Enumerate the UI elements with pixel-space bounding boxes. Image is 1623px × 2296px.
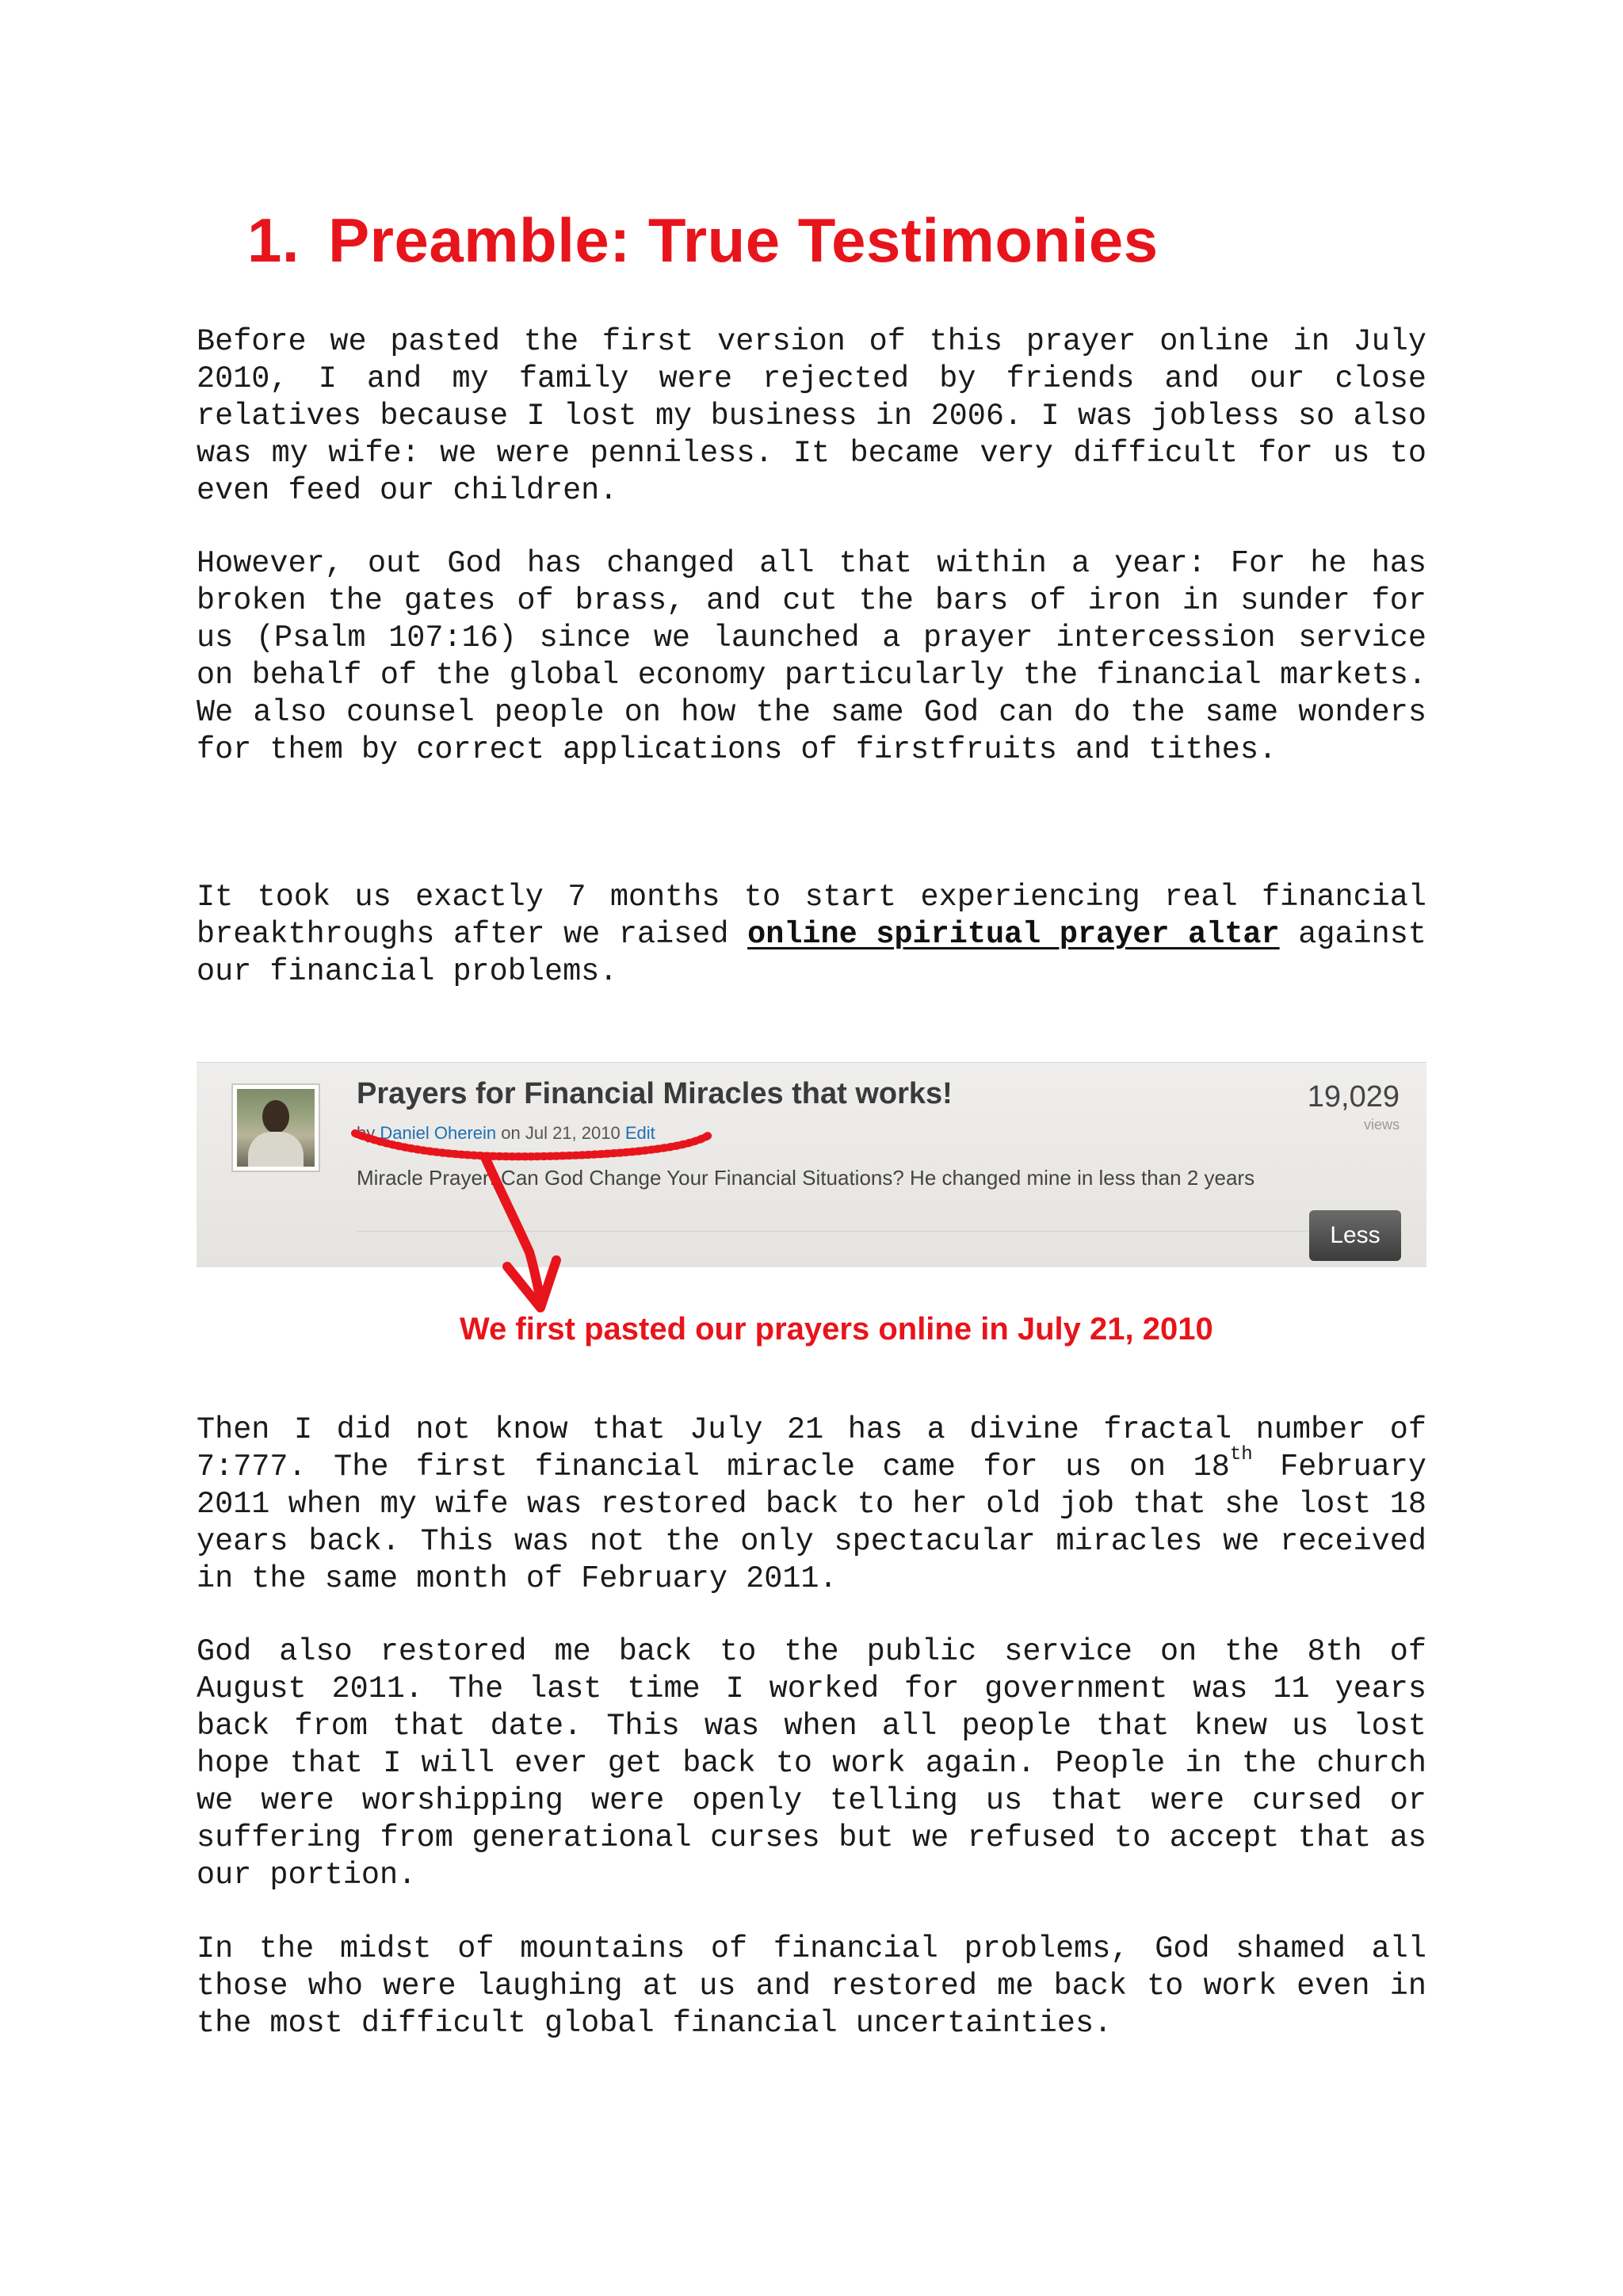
author-link[interactable]: Daniel Oherein <box>380 1123 497 1143</box>
annotation-caption: We first pasted our prayers online in July 21, 2010 <box>460 1312 1213 1347</box>
paragraph-2: However, out God has changed all that within a year: For he has broken the gates of brass, and cut the bars of iron in sunder for us (Psalm 107:16) since we launched a prayer intercession service on behalf of the global economy particularly the financial markets. We also counsel people on how the same God can do the same wonders for them by correct applications of firstfruits and tithes. <box>197 546 1426 767</box>
edit-link[interactable]: Edit <box>624 1123 655 1143</box>
less-button[interactable]: Less <box>1309 1210 1401 1261</box>
card-description: Miracle Prayer: Can God Change Your Financial Situations? He changed mine in less than 2 years <box>357 1166 1255 1190</box>
section-heading <box>247 204 1159 277</box>
meta-date: on Jul 21, 2010 <box>501 1123 621 1143</box>
paragraph-3-text-end: against our financial problems. <box>197 917 1426 989</box>
meta-by: by <box>357 1123 376 1143</box>
card-meta <box>357 1123 655 1144</box>
avatar-body <box>248 1132 304 1167</box>
paragraph-6: In the midst of mountains of financial problems, God shamed all those who were laughing at us and restored me back to work even in the most difficult global financial uncertainties. <box>197 1931 1426 2041</box>
embedded-screenshot-card <box>197 1062 1426 1267</box>
paragraph-4-text-start: Then I did not know that July 21 has a divine fractal number of 7:777. The first financial miracle came for us on 18 <box>197 1412 1426 1484</box>
heading-number: 1. <box>247 205 300 275</box>
paragraph-4-text-end: February 2011 when my wife was restored back to her old job that she lost 18 years back. This was not the only spectacular miracles we received in the same month of February 2011. <box>197 1450 1426 1596</box>
views-count: 19,029 <box>1307 1080 1400 1114</box>
author-photo <box>237 1089 315 1167</box>
paragraph-3-text-start: It took us exactly 7 months to start experiencing real financial breakthroughs after we raised <box>197 880 1426 952</box>
heading-title: Preamble: True Testimonies <box>328 205 1159 275</box>
paragraph-3 <box>197 879 1426 991</box>
card-title: Prayers for Financial Miracles that works! <box>357 1077 953 1110</box>
paragraph-1: Before we pasted the first version of this prayer online in July 2010, I and my family were rejected by friends and our close relatives because I lost my business in 2006. I was jobless so also was my wife: we were penniless. It became very difficult for us to even feed our children. <box>197 324 1426 508</box>
ordinal-suffix: th <box>1229 1444 1253 1465</box>
paragraph-4 <box>197 1412 1426 1598</box>
card-divider <box>357 1231 1400 1232</box>
author-avatar <box>231 1083 320 1172</box>
avatar-head <box>262 1100 289 1133</box>
online-prayer-altar-link[interactable]: online spiritual prayer altar <box>747 917 1280 952</box>
paragraph-5: God also restored me back to the public service on the 8th of August 2011. The last time I worked for government was 11 years back from that date. This was when all people that knew us lost hope that I will ever get back to work again. People in the church we were worshipping were openly telling us that were cursed or suffering from generational curses but we refused to accept that as our portion. <box>197 1634 1426 1893</box>
views-label: views <box>1363 1117 1400 1133</box>
